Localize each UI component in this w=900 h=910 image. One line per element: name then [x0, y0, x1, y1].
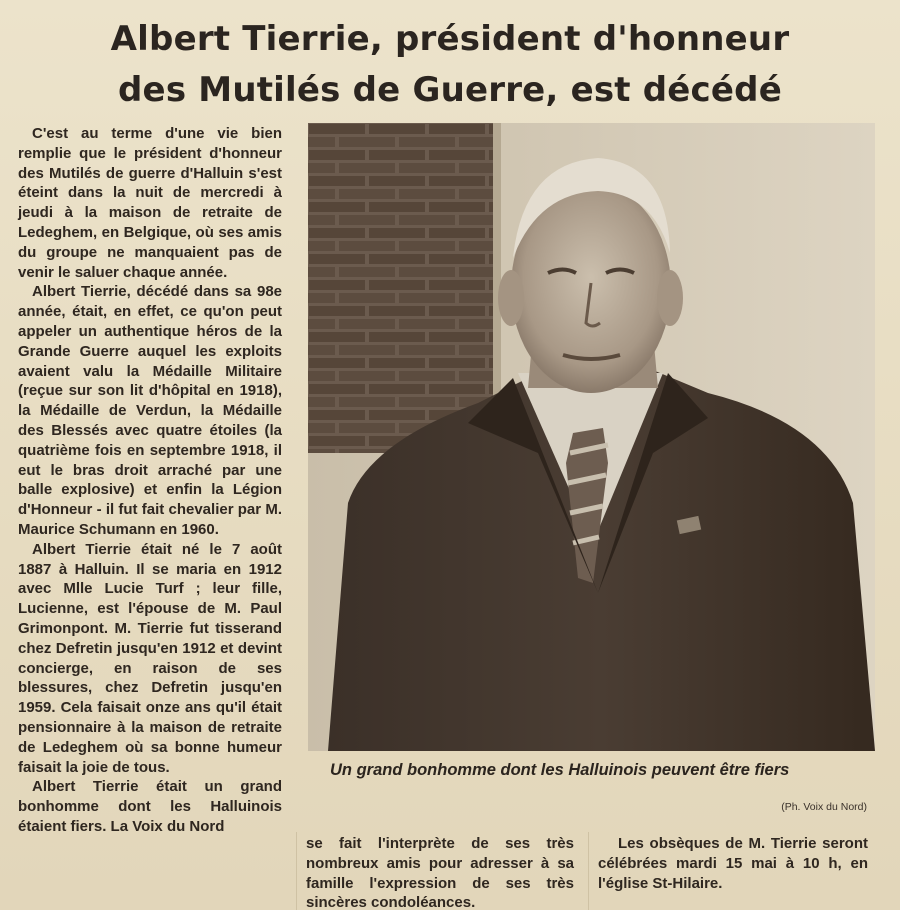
middle-column [306, 834, 574, 910]
headline-line-2: des Mutilés de Guerre, est décédé [118, 70, 782, 110]
condolences-text: se fait l'interprète de ses très nombreux amis pour adresser à sa famille l'expression de ses très sincères condoléances. [306, 835, 574, 910]
column-divider [296, 832, 297, 910]
paragraph-hero: Albert Tierrie, décédé dans sa 98e année, était, en effet, ce qu'on peut appeler un authentique héros de la Grande Guerre auquel les exploits avaient valu la Médaille Militaire (reçue sur son lit d'hôpital en 1918), la Médaille de Verdun, la Médaille des Blessés avec quatre étoiles (la quatrième fois en septembre 1918, il eut le bras droit arraché par une balle explosive) et enfin la Légion d'Honneur - il fut fait chevalier par M. Maurice Schumann en 1960. [18, 283, 282, 538]
paragraph-biography: Albert Tierrie était né le 7 août 1887 à Halluin. Il se maria en 1912 avec Mlle Lucie Turf ; leur fille, Lucienne, est l'épouse de M. Paul Grimonpont. M. Tierrie fut tisserand chez Defretin jusqu'en 1912 et devint concierge, en raison de ses blessures, chez Defretin jusqu'en 1959. Cela faisait onze ans qu'il était pensionnaire à la maison de retraite de Ledeghem où sa bonne humeur faisait la joie de tous. [18, 540, 282, 776]
portrait-photo [308, 123, 875, 751]
article-headline [40, 14, 860, 116]
funeral-notice: Les obsèques de M. Tierrie seront célébrées mardi 15 mai à 10 h, en l'église St-Hilaire. [598, 835, 868, 892]
photo-credit: (Ph. Voix du Nord) [781, 801, 867, 813]
paragraph-intro: C'est au terme d'une vie bien remplie que le président d'honneur des Mutilés de guerre d'Halluin s'est éteint dans la nuit de mercredi à jeudi à la maison de retraite de Ledeghem, en Belgique, où ses amis du groupe ne manquaient pas de venir le saluer chaque année. [18, 125, 282, 281]
column-divider [588, 832, 589, 910]
headline-line-1: Albert Tierrie, président d'honneur [110, 19, 790, 59]
portrait-illustration [308, 123, 875, 751]
right-column [598, 834, 868, 893]
paragraph-tribute: Albert Tierrie était un grand bonhomme dont les Halluinois étaient fiers. La Voix du Nord [18, 778, 282, 835]
photo-caption: Un grand bonhomme dont les Halluinois peuvent être fiers [330, 761, 790, 779]
left-column [18, 124, 282, 837]
